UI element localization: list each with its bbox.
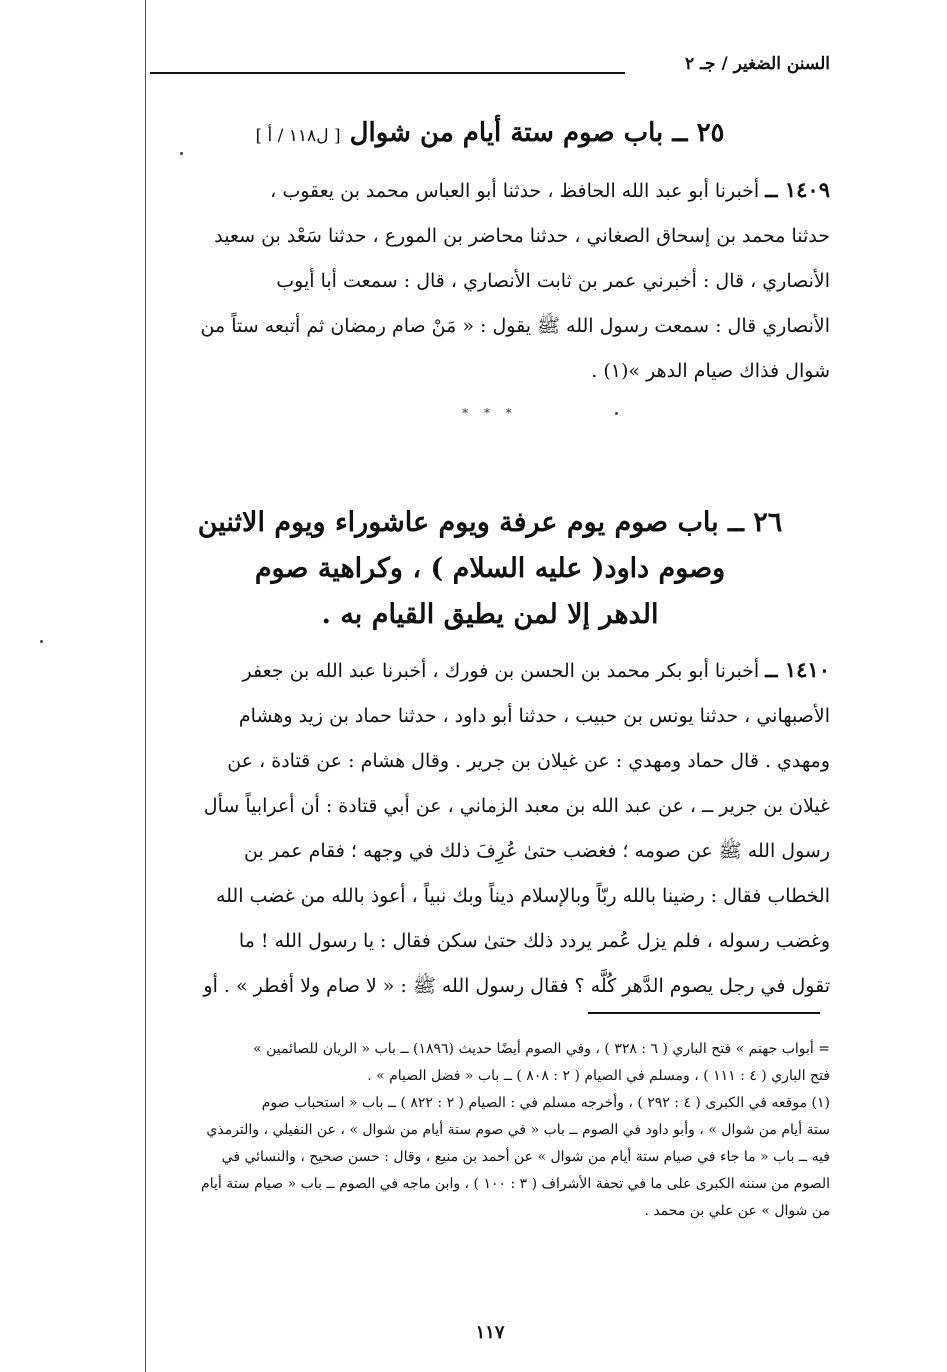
page-number: ١١٧ — [475, 1322, 505, 1343]
footnote-rule — [588, 1012, 820, 1014]
scan-speck — [40, 640, 43, 643]
hadith-1410 — [135, 647, 830, 1009]
hadith-number: ١٤١٠ ــ — [765, 657, 830, 682]
chapter-26-heading — [150, 500, 830, 638]
hadith-line: الأنصاري ، قال : أخبرني عمر بن ثابت الأنصاري ، قال : سمعت أبا أيوب — [276, 270, 830, 292]
hadith-line: تقول في رجل يصوم الدَّهر كُلَّه ؟ فقال رسول الله ﷺ : « لا صام ولا أفطر » . أو — [203, 975, 830, 997]
hadith-line: الأنصاري قال : سمعت رسول الله ﷺ يقول : « مَنْ صام رمضان ثم أتبعه ستاً من — [200, 315, 830, 337]
hadith-line: رسول الله ﷺ عن صومه ؛ فغضب حتىٰ عُرِفَ ذلك في وجهه ؛ فقام عمر بن — [243, 840, 830, 862]
hadith-line: وغضب رسوله ، فلم يزل عُمر يردد ذلك حتىٰ سكن فقال : يا رسول الله ! ما — [238, 930, 830, 952]
hadith-1409 — [135, 167, 830, 394]
footnote-line: ستة أيام من شوال » ، وأبو داود في الصوم ــ باب « في صوم ستة أيام من شوال » ، عن النفيلي ، والترمذي — [206, 1122, 830, 1138]
footnote-line: من شوال » عن علي بن محمد . — [644, 1203, 830, 1219]
running-title: السنن الصغير / جـ ٢ — [684, 54, 830, 74]
footnote-line: (١) موقعه في الكبرى ( ٤ : ٢٩٢ ) ، وأخرجه مسلم في : الصيام ( ٢ : ٨٢٢ ) ــ باب « استحباب صوم — [261, 1095, 830, 1111]
hadith-line: ومهدي . قال حماد ومهدي : عن غيلان بن جرير . وقال هشام : عن قتادة ، عن — [227, 750, 830, 772]
hadith-line: الأصبهاني ، حدثنا يونس بن حبيب ، حدثنا أبو داود ، حدثنا حماد بن زيد وهشام — [238, 705, 830, 727]
hadith-line: الخطاب فقال : رضينا بالله ربّاً وبالإسلام ديناً وبك نبياً ، أعوذ بالله من غضب الله — [215, 885, 830, 907]
footnote-line: فيه ــ باب « ما جاء في صيام ستة أيام من شوال » عن أحمد بن منيع ، وقال : حسن صحيح ، والنسائي في — [221, 1149, 830, 1165]
chapter-25-heading — [150, 118, 830, 148]
chapter-26-title-line: وصوم داود( عليه السلام ) ، وكراهية صوم — [254, 553, 726, 584]
hadith-line: ١٤٠٩ ــ أخبرنا أبو عبد الله الحافظ ، حدثنا أبو العباس محمد بن يعقوب ، — [270, 177, 830, 202]
hadith-number: ١٤٠٩ ــ — [765, 177, 830, 202]
header-rule — [150, 72, 625, 74]
footnote-line: فتح الباري ( ٤ : ١١١ ) ، ومسلم في الصيام ( ٢ : ٨٠٨ ) ــ باب « فضل الصيام » . — [367, 1068, 830, 1084]
hadith-line: ١٤١٠ ــ أخبرنا أبو بكر محمد بن الحسن بن فورك ، أخبرنا عبد الله بن جعفر — [242, 657, 830, 682]
chapter-26-title-line: الدهر إلا لمن يطيق القيام به . — [321, 599, 659, 630]
running-header — [150, 48, 830, 88]
chapter-25-title: ٢٥ ــ باب صوم ستة أيام من شوال — [349, 118, 725, 148]
hadith-line: حدثنا محمد بن إسحاق الصغاني ، حدثنا محاضر بن المورع ، حدثنا سَعْد بن سعيد — [214, 225, 830, 247]
chapter-26-title-line: ٢٦ ــ باب صوم يوم عرفة ويوم عاشوراء ويوم الاثنين — [197, 507, 783, 538]
hadith-line: غيلان بن جرير ــ ، عن عبد الله بن معبد الزماني ، عن أبي قتادة : أن أعرابياً سأل — [203, 795, 830, 817]
section-separator: * * * — [462, 406, 518, 420]
hadith-line: شوال فذاك صيام الدهر »(١) . — [591, 360, 830, 382]
manuscript-folio-ref: [ ل١١٨ / أ ] — [255, 126, 341, 146]
footnote-line: الصوم من سننه الكبرى على ما في تحفة الأشراف ( ٣ : ١٠٠ ) ، وابن ماجه في الصوم ــ باب « صيام ستة أيام — [201, 1176, 830, 1192]
footnotes — [135, 1036, 830, 1225]
footnote-line: = أبواب جهنم » فتح الباري ( ٦ : ٣٢٨ ) ، وفي الصوم أيضًا حديث (١٨٩٦) ــ باب « الريان للصائمين » — [253, 1041, 830, 1057]
scan-speck — [180, 152, 183, 155]
